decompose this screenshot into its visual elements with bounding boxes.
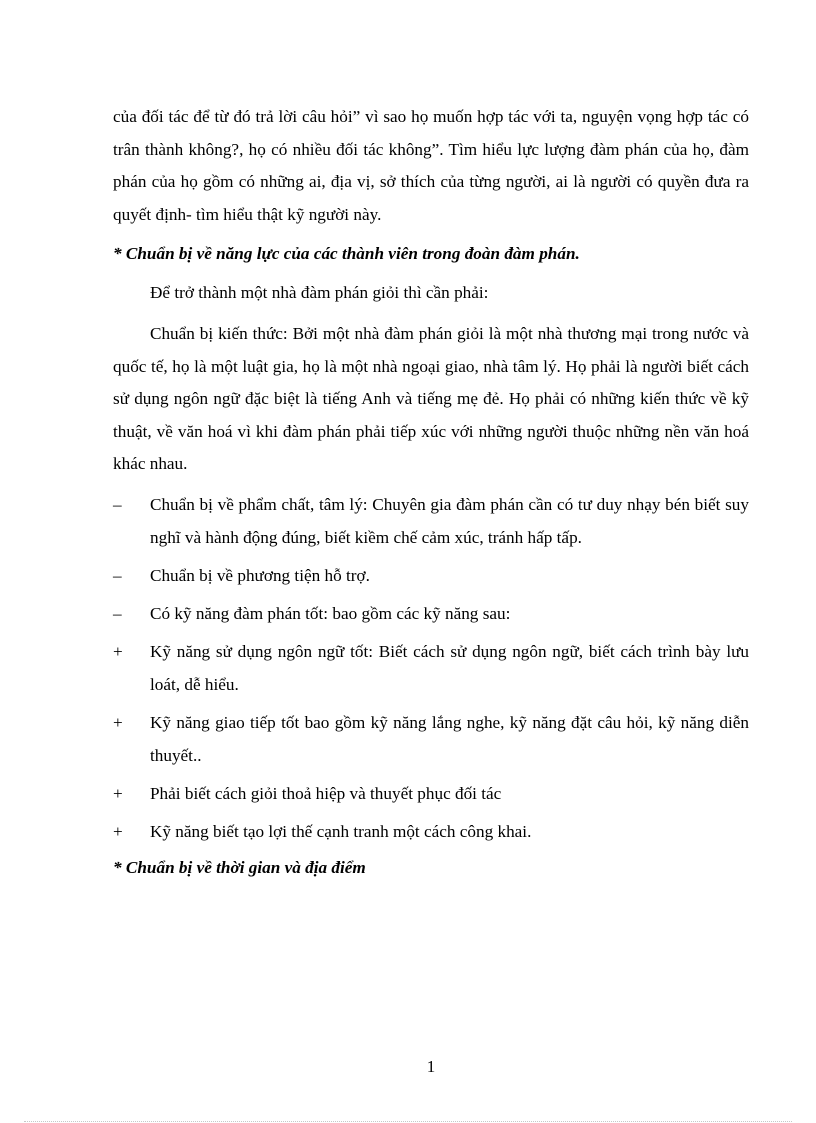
plus-bullet: + bbox=[113, 783, 123, 803]
paragraph-partner-research: của đối tác để từ đó trả lời câu hỏi” vì sao họ muốn hợp tác với ta, nguyện vọng hợp tác có trân thành không?, họ có nhiều đối tác không”. Tìm hiểu lực lượng đàm phán của họ, đàm phán của họ gồm có những ai, địa vị, sở thích của từng người, ai là người có quyền đưa ra quyết định- tìm hiểu thật kỹ người này. bbox=[113, 107, 749, 224]
list-item-text: Kỹ năng biết tạo lợi thế cạnh tranh một cách công khai. bbox=[150, 821, 532, 841]
section-heading-time-place: * Chuẩn bị về thời gian và địa điểm bbox=[113, 857, 366, 877]
list-item bbox=[113, 560, 749, 593]
plus-bullet: + bbox=[113, 713, 123, 732]
list-item-text: Kỹ năng sử dụng ngôn ngữ tốt: Biết cách sử dụng ngôn ngữ, biết cách trình bày lưu loát, dễ hiểu. bbox=[150, 642, 749, 694]
list-item-text: Chuẩn bị về phẩm chất, tâm lý: Chuyên gia đàm phán cần có tư duy nhạy bén biết suy nghĩ và hành động đúng, biết kiềm chế cảm xúc, tránh hấp tấp. bbox=[150, 495, 749, 548]
paragraph-intro-good-negotiator: Để trở thành một nhà đàm phán giỏi thì cần phải: bbox=[150, 282, 489, 302]
list-item bbox=[113, 816, 749, 849]
list-item-text: Có kỹ năng đàm phán tốt: bao gồm các kỹ năng sau: bbox=[150, 604, 511, 624]
page-break-divider bbox=[24, 1121, 792, 1122]
plus-bullet: + bbox=[113, 821, 123, 841]
list-item bbox=[113, 636, 749, 701]
dash-bullet: – bbox=[113, 604, 122, 624]
paragraph-knowledge-preparation: Chuẩn bị kiến thức: Bởi một nhà đàm phán giỏi là một nhà thương mại trong nước và quốc tế, họ là một luật gia, họ là một nhà ngoại giao, nhà tâm lý. Họ phải là người biết cách sử dụng ngôn ngữ đặc biệt là tiếng Anh và tiếng mẹ đẻ. Họ phải có những kiến thức về kỹ thuật, về văn hoá vì khi đàm phán phải tiếp xúc với những người thuộc những nền văn hoá khác nhau. bbox=[113, 323, 749, 474]
section-heading-team-capability: * Chuẩn bị về năng lực của các thành viên trong đoàn đàm phán. bbox=[113, 243, 580, 263]
dash-bullet: – bbox=[113, 495, 122, 515]
page-number: 1 bbox=[426, 1057, 436, 1076]
list-item-text: Chuẩn bị về phương tiện hỗ trợ. bbox=[150, 566, 370, 586]
page-content bbox=[113, 101, 749, 891]
plus-bullet: + bbox=[113, 642, 123, 662]
list-item-text: Kỹ năng giao tiếp tốt bao gồm kỹ năng lắng nghe, kỹ năng đặt câu hỏi, kỹ năng diễn thuyết.. bbox=[150, 713, 749, 765]
list-item-text: Phải biết cách giỏi thoả hiệp và thuyết phục đối tác bbox=[150, 783, 502, 803]
list-item bbox=[113, 598, 749, 631]
dash-bullet: – bbox=[113, 566, 122, 586]
list-item bbox=[113, 778, 749, 811]
list-item bbox=[113, 707, 749, 772]
list-item bbox=[113, 489, 749, 554]
